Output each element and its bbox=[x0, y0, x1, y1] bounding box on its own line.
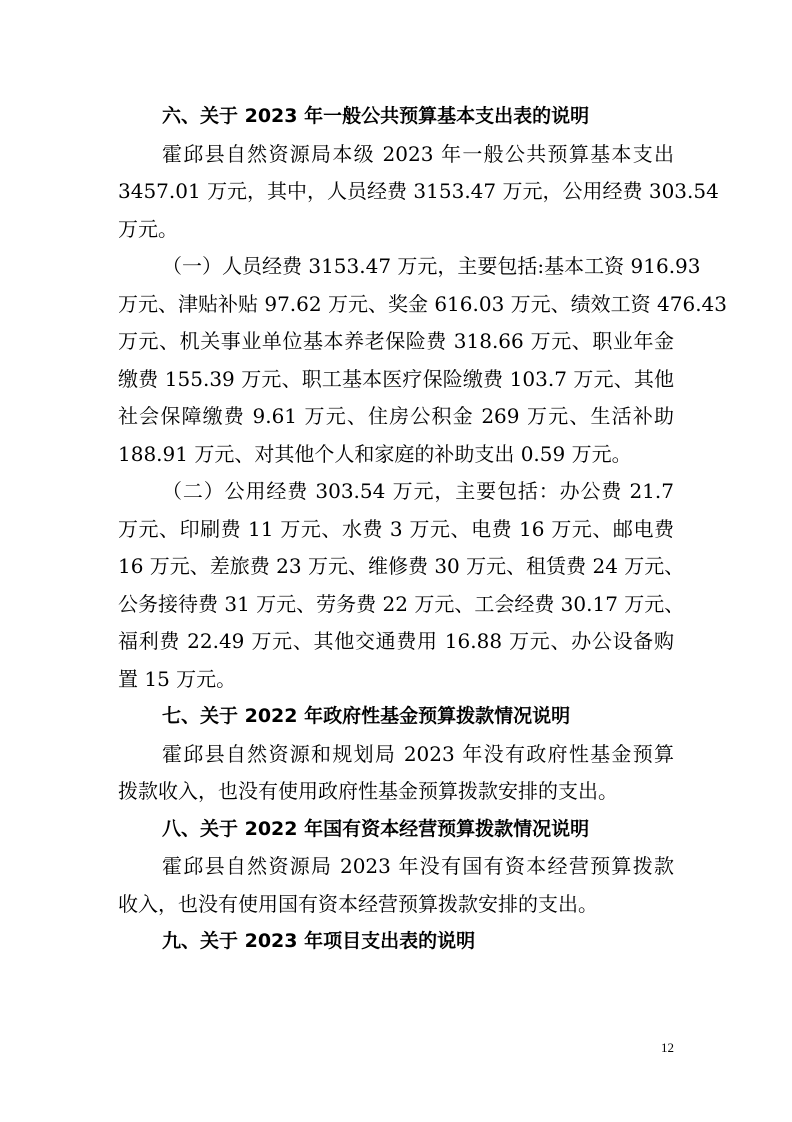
s6-p3-line-5: 福利费 22.49 万元、其他交通费用 16.88 万元、办公设备购 bbox=[118, 629, 674, 653]
section-8-heading: 八、关于 2022 年国有资本经营预算拨款情况说明 bbox=[162, 817, 590, 840]
s6-p2-line-5: 社会保障缴费 9.61 万元、住房公积金 269 万元、生活补助 bbox=[118, 404, 674, 428]
s6-p3-line-4: 公务接待费 31 万元、劳务费 22 万元、工会经费 30.17 万元、 bbox=[118, 591, 685, 616]
s6-p3-line-6: 置 15 万元。 bbox=[118, 666, 237, 691]
section-6-heading: 六、关于 2023 年一般公共预算基本支出表的说明 bbox=[162, 105, 590, 127]
s6-p2-line-6: 188.91 万元、对其他个人和家庭的补助支出 0.59 万元。 bbox=[118, 441, 632, 466]
page-number: 12 bbox=[661, 1040, 674, 1055]
s8-p1-line-2: 收入，也没有使用国有资本经营预算拨款安排的支出。 bbox=[118, 891, 598, 916]
s7-p1-line-2: 拨款收入，也没有使用政府性基金预算拨款安排的支出。 bbox=[118, 779, 618, 803]
s6-p3-line-2: 万元、印刷费 11 万元、水费 3 万元、电费 16 万元、邮电费 bbox=[118, 516, 674, 541]
s6-p1-line-3: 万元。 bbox=[118, 216, 178, 241]
s6-p2-line-3: 万元、机关事业单位基本养老保险费 318.66 万元、职业年金 bbox=[118, 329, 674, 353]
page-content bbox=[118, 98, 728, 961]
s6-p3-line-3: 16 万元、差旅费 23 万元、维修费 30 万元、租赁费 24 万元、 bbox=[118, 554, 685, 578]
s6-p2-line-2: 万元、津贴补贴 97.62 万元、奖金 616.03 万元、绩效工资 476.43 bbox=[118, 291, 728, 316]
s6-p2-line-4: 缴费 155.39 万元、职工基本医疗保险缴费 103.7 万元、其他 bbox=[118, 366, 674, 391]
s6-p2-line-1: （一）人员经费 3153.47 万元，主要包括:基本工资 916.93 bbox=[162, 254, 701, 278]
s7-p1-line-1: 霍邱县自然资源和规划局 2023 年没有政府性基金预算 bbox=[162, 741, 674, 766]
section-9-heading: 九、关于 2023 年项目支出表的说明 bbox=[162, 930, 476, 952]
s8-p1-line-1: 霍邱县自然资源局 2023 年没有国有资本经营预算拨款 bbox=[162, 854, 674, 878]
s6-p1-line-2: 3457.01 万元，其中，人员经费 3153.47 万元，公用经费 303.54 bbox=[118, 179, 719, 203]
section-7-heading: 七、关于 2022 年政府性基金预算拨款情况说明 bbox=[162, 705, 571, 727]
s6-p1-line-1: 霍邱县自然资源局本级 2023 年一般公共预算基本支出 bbox=[162, 141, 674, 166]
s6-p3-line-1: （二）公用经费 303.54 万元，主要包括：办公费 21.7 bbox=[162, 479, 674, 503]
